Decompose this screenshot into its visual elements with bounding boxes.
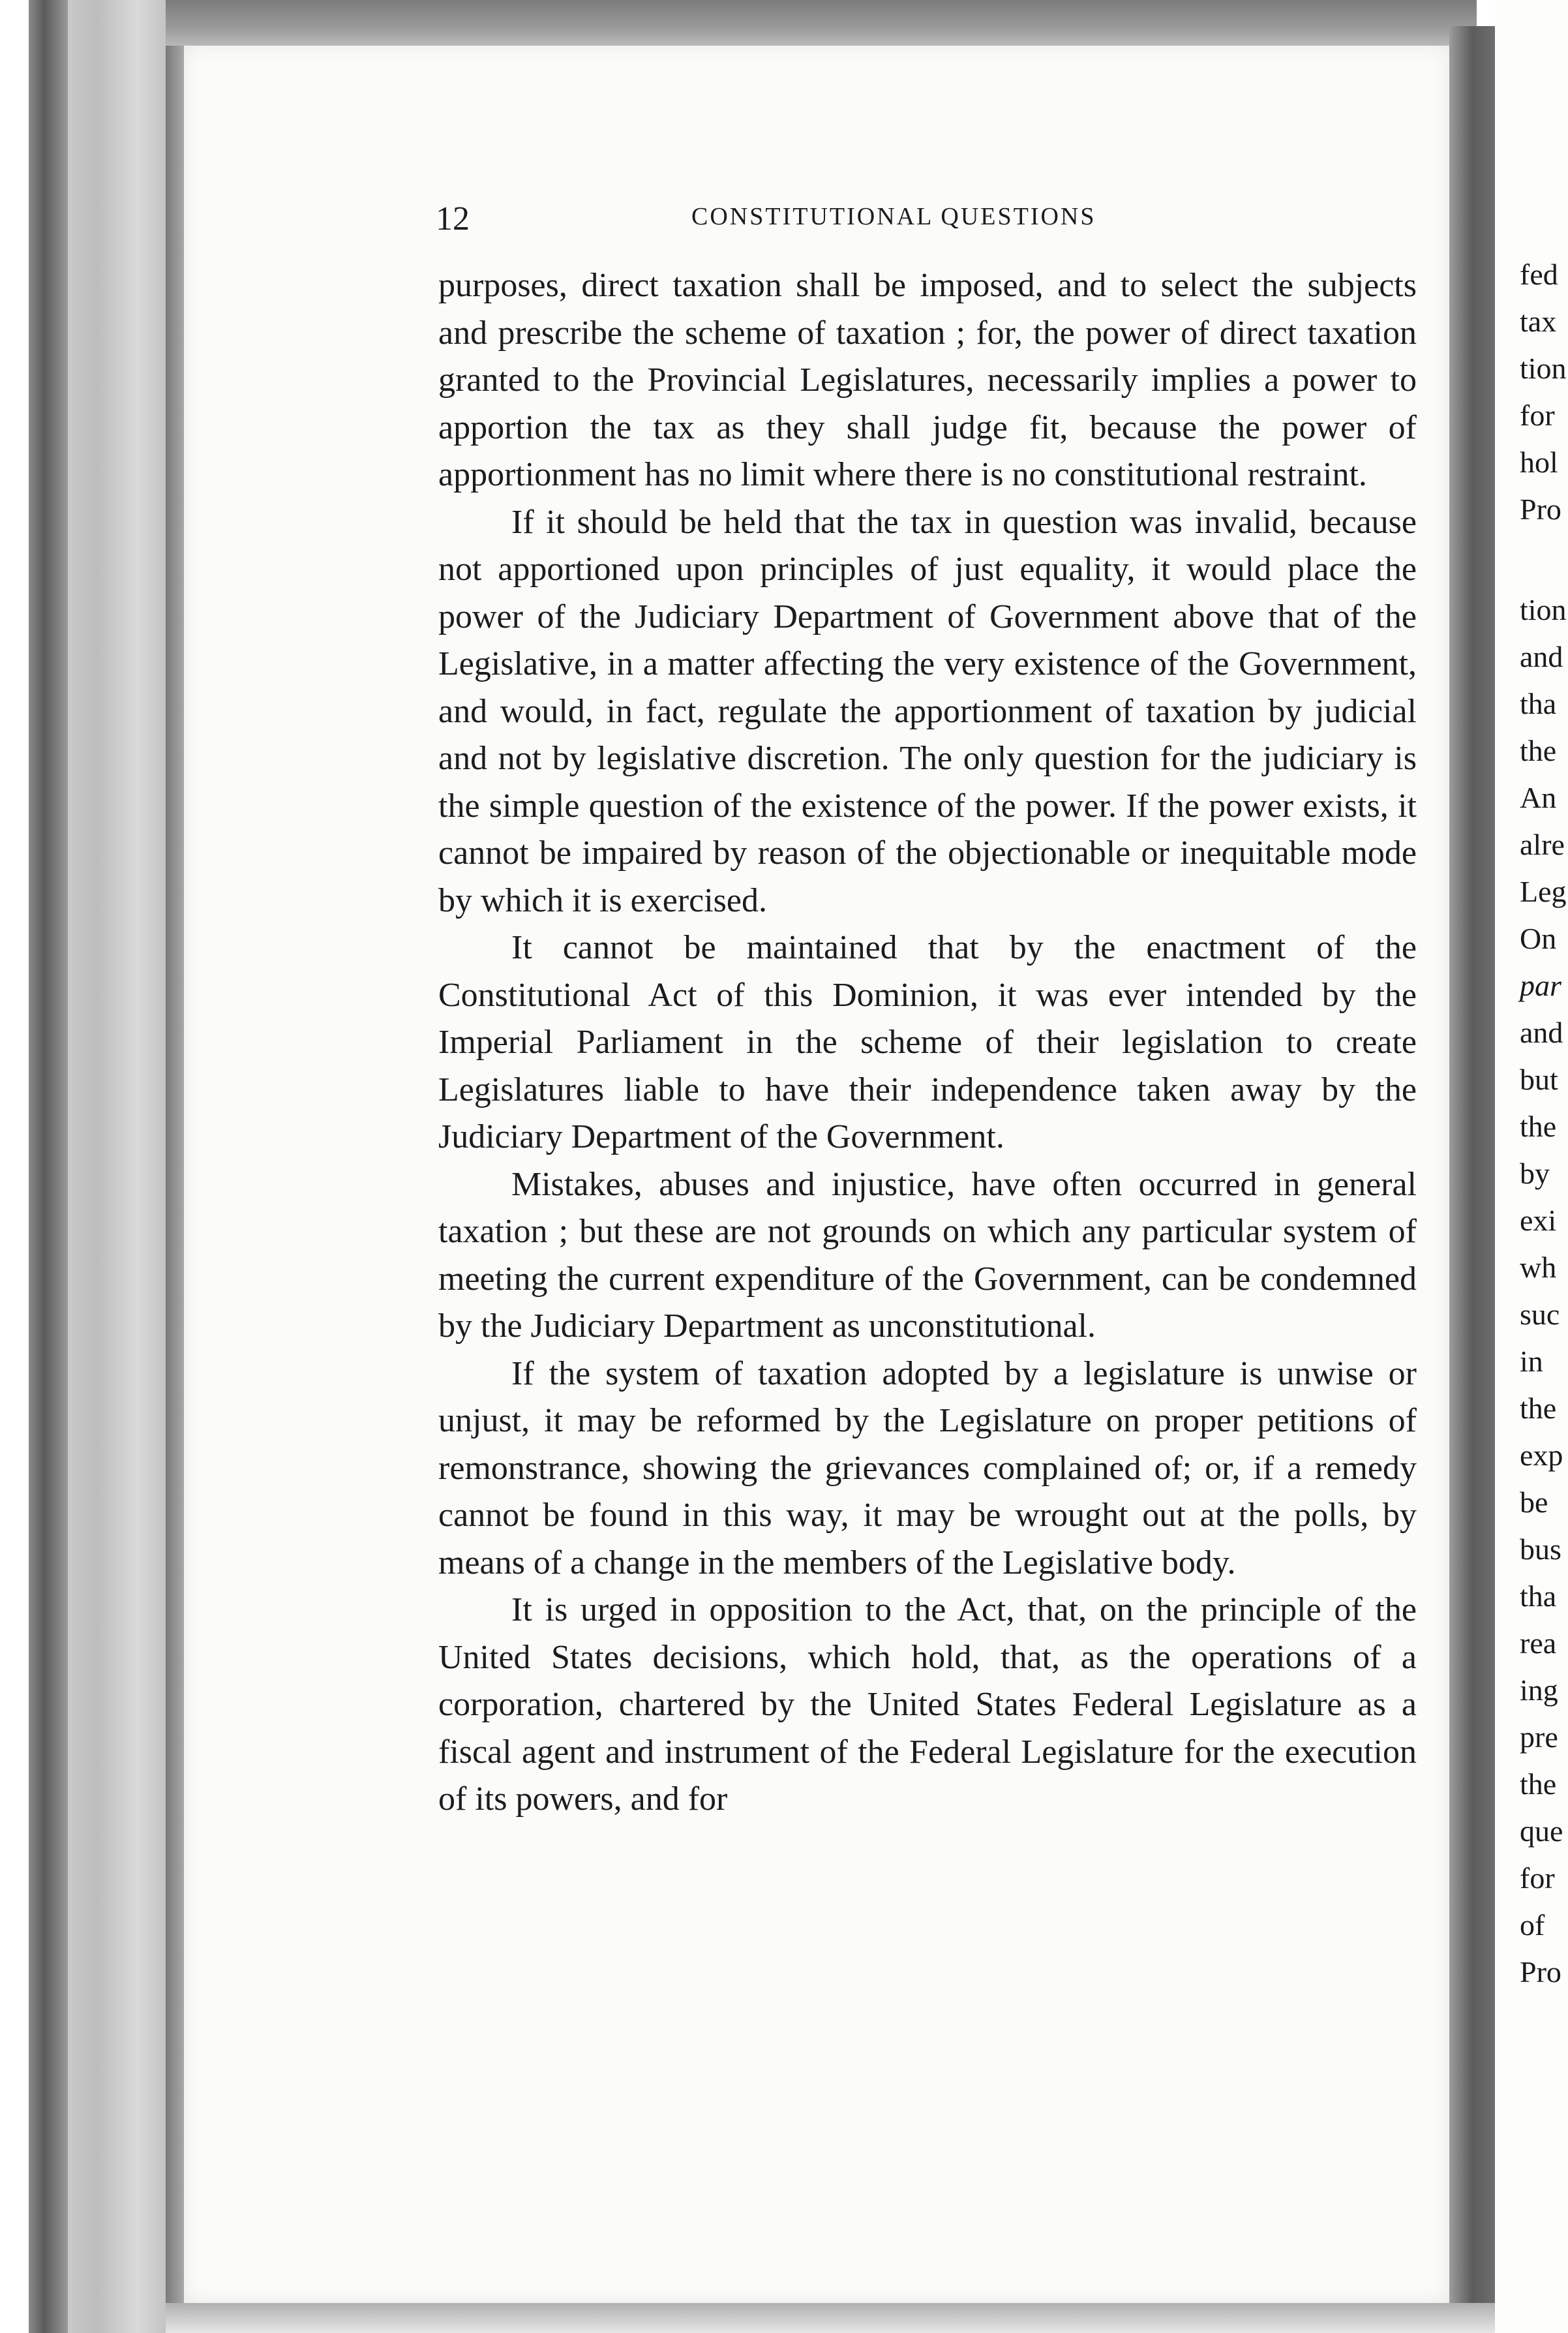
bottom-edge-shadow [166, 2303, 1496, 2333]
binding-edge [29, 0, 68, 2333]
paragraph: If it should be held that the tax in question was invalid, because not apportioned upon principles of just equality, it would place the power of the Judiciary Department of Government above that of the Legislative, in a matter affecting the very existence of the Government, and would, in fact, regulate the apportionment of taxation by judicial and not by legislative discretion. The only question for the judiciary is the simple question of the existence of the power. If the power exists, it cannot be impaired by reason of the objectionable or inequitable mode by which it is exercised. [438, 503, 1417, 919]
page-number: 12 [436, 200, 470, 237]
facing-fragment: for [1520, 399, 1555, 432]
facing-fragment: tha [1520, 687, 1557, 720]
paragraph: It is urged in opposition to the Act, that, on the principle of the United States decisions, which hold, that, as the operations of a corporation, chartered by the United States Federal Legislature as a fiscal agent and instrument of the Federal Legislature for the execution of its powers, and for [438, 1591, 1417, 1818]
facing-fragment: but [1520, 1063, 1558, 1096]
facing-fragment: exi [1520, 1204, 1557, 1237]
facing-fragment: ing [1520, 1673, 1558, 1707]
paragraph: It cannot be maintained that by the enactment of the Constitutional Act of this Dominion, it was ever intended by the Imperial Parliament in the scheme of their legislation to create Legislatures liable to have their independence taken away by the Judiciary Department of the Government. [438, 929, 1417, 1155]
paragraph: If the system of taxation adopted by a legislature is unwise or unjust, it may be reformed by the Legislature on proper petitions of remonstrance, showing the grievances complained of; or, if a remedy cannot be found in this way, it may be wrought out at the polls, by means of a change in the members of the Legislative body. [438, 1354, 1417, 1581]
page-header [436, 196, 1244, 248]
facing-fragment: tax [1520, 305, 1557, 338]
facing-fragment: bus [1520, 1532, 1561, 1566]
running-head: CONSTITUTIONAL QUESTIONS [691, 203, 1096, 230]
facing-fragment: alre [1520, 828, 1565, 861]
body-text [438, 262, 1417, 1823]
facing-fragment: the [1520, 1110, 1557, 1143]
facing-page-edge [1495, 0, 1568, 2333]
top-edge-shadow [166, 0, 1477, 46]
facing-fragment: the [1520, 734, 1557, 767]
facing-fragment: que [1520, 1814, 1563, 1848]
facing-fragment: fed [1520, 258, 1558, 291]
scan-margin [0, 0, 29, 2333]
facing-fragment: and [1520, 640, 1563, 673]
facing-fragment: and [1520, 1016, 1563, 1049]
facing-fragment: pre [1520, 1720, 1558, 1754]
facing-fragment: the [1520, 1767, 1557, 1801]
facing-fragment: suc [1520, 1298, 1560, 1331]
facing-fragment: Leg [1520, 875, 1567, 908]
facing-fragment: in [1520, 1345, 1543, 1378]
page-stack-edge [68, 0, 166, 2333]
facing-fragment: An [1520, 781, 1557, 814]
facing-fragment: for [1520, 1861, 1555, 1895]
facing-fragment: hol [1520, 446, 1558, 479]
paragraph: Mistakes, abuses and injustice, have often occurred in general taxation ; but these are not grounds on which any particular system of meeting the current expenditure of the Government, can be condemned by the Judiciary Department as unconstitutional. [438, 1165, 1417, 1345]
facing-fragment: tion [1520, 352, 1567, 385]
facing-fragment: exp [1520, 1439, 1563, 1472]
facing-fragment: tion [1520, 593, 1567, 626]
facing-fragment: wh [1520, 1251, 1557, 1284]
facing-fragment: Pro [1520, 493, 1561, 526]
facing-fragment: the [1520, 1392, 1557, 1425]
facing-fragment: by [1520, 1157, 1550, 1190]
facing-fragment: of [1520, 1908, 1545, 1942]
facing-fragment: On [1520, 922, 1557, 955]
spine-shadow [1449, 26, 1495, 2310]
facing-fragment: Pro [1520, 1955, 1561, 1989]
facing-fragment: rea [1520, 1626, 1557, 1660]
page-gutter-shadow [166, 39, 184, 2303]
facing-fragment: be [1520, 1486, 1548, 1519]
facing-fragment: tha [1520, 1579, 1557, 1613]
facing-fragment: par [1520, 969, 1561, 1002]
paragraph: purposes, direct taxation shall be imposed, and to select the subjects and prescribe the scheme of taxation ; for, the power of direct taxation granted to the Provincial Legislatures, necessarily implies a power to apportion the tax as they shall judge fit, because the power of apportionment has no limit where there is no constitutional restraint. [438, 267, 1417, 493]
